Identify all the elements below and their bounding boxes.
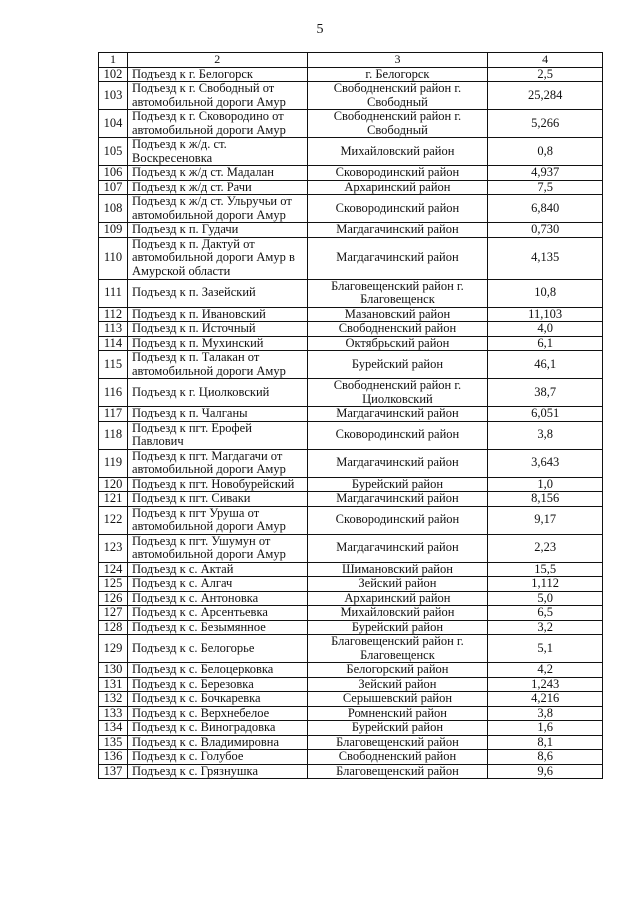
row-number: 109 bbox=[99, 223, 128, 238]
row-number: 132 bbox=[99, 692, 128, 707]
table-row bbox=[99, 764, 603, 779]
road-length: 25,284 bbox=[488, 82, 603, 110]
table-row bbox=[99, 180, 603, 195]
district-name: Магдагачинский район bbox=[307, 449, 488, 477]
road-length: 8,6 bbox=[488, 750, 603, 765]
road-name: Подъезд к с. Безымянное bbox=[127, 620, 307, 635]
district-name: Зейский район bbox=[307, 577, 488, 592]
row-number: 126 bbox=[99, 591, 128, 606]
road-length: 0,8 bbox=[488, 138, 603, 166]
road-length: 0,730 bbox=[488, 223, 603, 238]
road-name: Подъезд к с. Грязнушка bbox=[127, 764, 307, 779]
road-length: 6,051 bbox=[488, 407, 603, 422]
road-length: 8,156 bbox=[488, 492, 603, 507]
road-length: 3,8 bbox=[488, 421, 603, 449]
table-row bbox=[99, 322, 603, 337]
road-length: 1,243 bbox=[488, 677, 603, 692]
road-name: Подъезд к пгт. Магдагачи от автомобильной дороги Амур bbox=[127, 449, 307, 477]
district-name: Белогорский район bbox=[307, 663, 488, 678]
table-row bbox=[99, 620, 603, 635]
row-number: 114 bbox=[99, 336, 128, 351]
district-name: Мазановский район bbox=[307, 307, 488, 322]
row-number: 112 bbox=[99, 307, 128, 322]
road-name: Подъезд к пгт Уруша от автомобильной дороги Амур bbox=[127, 506, 307, 534]
header-col-3: 3 bbox=[307, 53, 488, 68]
row-number: 125 bbox=[99, 577, 128, 592]
row-number: 135 bbox=[99, 735, 128, 750]
road-name: Подъезд к с. Виноградовка bbox=[127, 721, 307, 736]
road-name: Подъезд к г. Свободный от автомобильной дороги Амур bbox=[127, 82, 307, 110]
district-name: Магдагачинский район bbox=[307, 223, 488, 238]
district-name: Бурейский район bbox=[307, 477, 488, 492]
table-row bbox=[99, 223, 603, 238]
road-name: Подъезд к г. Циолковский bbox=[127, 379, 307, 407]
district-name: Ромненский район bbox=[307, 706, 488, 721]
table-row bbox=[99, 706, 603, 721]
table-row bbox=[99, 635, 603, 663]
district-name: г. Белогорск bbox=[307, 67, 488, 82]
road-name: Подъезд к п. Гудачи bbox=[127, 223, 307, 238]
table-row bbox=[99, 110, 603, 138]
road-name: Подъезд к с. Алгач bbox=[127, 577, 307, 592]
road-length: 15,5 bbox=[488, 562, 603, 577]
table-row bbox=[99, 195, 603, 223]
district-name: Благовещенский район bbox=[307, 735, 488, 750]
road-length: 8,1 bbox=[488, 735, 603, 750]
road-name: Подъезд к ж/д ст. Мадалан bbox=[127, 166, 307, 181]
table-row bbox=[99, 336, 603, 351]
district-name: Михайловский район bbox=[307, 606, 488, 621]
table-header-row bbox=[99, 53, 603, 68]
row-number: 129 bbox=[99, 635, 128, 663]
road-name: Подъезд к п. Зазейский bbox=[127, 279, 307, 307]
row-number: 122 bbox=[99, 506, 128, 534]
road-length: 5,1 bbox=[488, 635, 603, 663]
table-row bbox=[99, 237, 603, 279]
road-length: 5,0 bbox=[488, 591, 603, 606]
row-number: 134 bbox=[99, 721, 128, 736]
district-name: Магдагачинский район bbox=[307, 237, 488, 279]
road-length: 5,266 bbox=[488, 110, 603, 138]
table-row bbox=[99, 67, 603, 82]
table-row bbox=[99, 534, 603, 562]
road-name: Подъезд к пгт. Новобурейский bbox=[127, 477, 307, 492]
road-length: 1,112 bbox=[488, 577, 603, 592]
district-name: Сковородинский район bbox=[307, 166, 488, 181]
row-number: 123 bbox=[99, 534, 128, 562]
district-name: Сковородинский район bbox=[307, 421, 488, 449]
table-body bbox=[99, 67, 603, 779]
table-row bbox=[99, 407, 603, 422]
header-col-1: 1 bbox=[99, 53, 128, 68]
row-number: 136 bbox=[99, 750, 128, 765]
roads-table bbox=[98, 52, 603, 779]
table-row bbox=[99, 677, 603, 692]
district-name: Свободненский район г. Свободный bbox=[307, 82, 488, 110]
road-length: 4,0 bbox=[488, 322, 603, 337]
row-number: 111 bbox=[99, 279, 128, 307]
row-number: 104 bbox=[99, 110, 128, 138]
table-row bbox=[99, 562, 603, 577]
table-row bbox=[99, 750, 603, 765]
page-number: 5 bbox=[316, 22, 324, 37]
district-name: Свободненский район г. Циолковский bbox=[307, 379, 488, 407]
table-row bbox=[99, 307, 603, 322]
district-name: Благовещенский район bbox=[307, 764, 488, 779]
road-name: Подъезд к г. Белогорск bbox=[127, 67, 307, 82]
district-name: Благовещенский район г. Благовещенск bbox=[307, 635, 488, 663]
row-number: 121 bbox=[99, 492, 128, 507]
road-length: 6,1 bbox=[488, 336, 603, 351]
road-length: 1,6 bbox=[488, 721, 603, 736]
road-length: 3,643 bbox=[488, 449, 603, 477]
road-length: 6,5 bbox=[488, 606, 603, 621]
district-name: Магдагачинский район bbox=[307, 492, 488, 507]
table-row bbox=[99, 606, 603, 621]
table-row bbox=[99, 351, 603, 379]
row-number: 137 bbox=[99, 764, 128, 779]
row-number: 108 bbox=[99, 195, 128, 223]
road-name: Подъезд к с. Арсентьевка bbox=[127, 606, 307, 621]
district-name: Архаринский район bbox=[307, 591, 488, 606]
road-name: Подъезд к с. Антоновка bbox=[127, 591, 307, 606]
road-name: Подъезд к г. Сковородино от автомобильной дороги Амур bbox=[127, 110, 307, 138]
district-name: Серышевский район bbox=[307, 692, 488, 707]
table-row bbox=[99, 721, 603, 736]
table-row bbox=[99, 449, 603, 477]
road-length: 7,5 bbox=[488, 180, 603, 195]
road-name: Подъезд к пгт. Ушумун от автомобильной дороги Амур bbox=[127, 534, 307, 562]
road-name: Подъезд к п. Ивановский bbox=[127, 307, 307, 322]
road-length: 4,216 bbox=[488, 692, 603, 707]
road-name: Подъезд к с. Березовка bbox=[127, 677, 307, 692]
row-number: 103 bbox=[99, 82, 128, 110]
road-name: Подъезд к п. Мухинский bbox=[127, 336, 307, 351]
row-number: 120 bbox=[99, 477, 128, 492]
road-length: 9,6 bbox=[488, 764, 603, 779]
road-name: Подъезд к пгт. Ерофей Павлович bbox=[127, 421, 307, 449]
road-length: 3,8 bbox=[488, 706, 603, 721]
road-length: 4,937 bbox=[488, 166, 603, 181]
row-number: 130 bbox=[99, 663, 128, 678]
row-number: 124 bbox=[99, 562, 128, 577]
table-row bbox=[99, 138, 603, 166]
district-name: Магдагачинский район bbox=[307, 407, 488, 422]
table-row bbox=[99, 577, 603, 592]
district-name: Магдагачинский район bbox=[307, 534, 488, 562]
row-number: 127 bbox=[99, 606, 128, 621]
table-row bbox=[99, 421, 603, 449]
district-name: Зейский район bbox=[307, 677, 488, 692]
row-number: 119 bbox=[99, 449, 128, 477]
table-row bbox=[99, 379, 603, 407]
row-number: 131 bbox=[99, 677, 128, 692]
district-name: Бурейский район bbox=[307, 620, 488, 635]
road-name: Подъезд к ж/д ст. Рачи bbox=[127, 180, 307, 195]
road-name: Подъезд к ж/д. ст. Воскресеновка bbox=[127, 138, 307, 166]
table-row bbox=[99, 477, 603, 492]
table-row bbox=[99, 279, 603, 307]
road-length: 2,23 bbox=[488, 534, 603, 562]
row-number: 113 bbox=[99, 322, 128, 337]
row-number: 110 bbox=[99, 237, 128, 279]
road-name: Подъезд к п. Чалганы bbox=[127, 407, 307, 422]
road-length: 38,7 bbox=[488, 379, 603, 407]
row-number: 102 bbox=[99, 67, 128, 82]
district-name: Шимановский район bbox=[307, 562, 488, 577]
district-name: Благовещенский район г. Благовещенск bbox=[307, 279, 488, 307]
district-name: Бурейский район bbox=[307, 721, 488, 736]
row-number: 116 bbox=[99, 379, 128, 407]
road-name: Подъезд к с. Верхнебелое bbox=[127, 706, 307, 721]
road-name: Подъезд к ж/д ст. Ульручьи от автомобильной дороги Амур bbox=[127, 195, 307, 223]
district-name: Октябрьский район bbox=[307, 336, 488, 351]
district-name: Свободненский район bbox=[307, 322, 488, 337]
road-name: Подъезд к с. Актай bbox=[127, 562, 307, 577]
district-name: Архаринский район bbox=[307, 180, 488, 195]
table-row bbox=[99, 492, 603, 507]
table-row bbox=[99, 735, 603, 750]
road-name: Подъезд к п. Источный bbox=[127, 322, 307, 337]
table-row bbox=[99, 82, 603, 110]
road-name: Подъезд к с. Голубое bbox=[127, 750, 307, 765]
header-col-4: 4 bbox=[488, 53, 603, 68]
road-length: 9,17 bbox=[488, 506, 603, 534]
district-name: Сковородинский район bbox=[307, 506, 488, 534]
district-name: Михайловский район bbox=[307, 138, 488, 166]
row-number: 115 bbox=[99, 351, 128, 379]
row-number: 105 bbox=[99, 138, 128, 166]
row-number: 128 bbox=[99, 620, 128, 635]
road-name: Подъезд к с. Белоцерковка bbox=[127, 663, 307, 678]
row-number: 106 bbox=[99, 166, 128, 181]
row-number: 107 bbox=[99, 180, 128, 195]
table-row bbox=[99, 506, 603, 534]
district-name: Свободненский район г. Свободный bbox=[307, 110, 488, 138]
road-length: 4,2 bbox=[488, 663, 603, 678]
table-row bbox=[99, 166, 603, 181]
road-name: Подъезд к с. Владимировна bbox=[127, 735, 307, 750]
district-name: Бурейский район bbox=[307, 351, 488, 379]
row-number: 117 bbox=[99, 407, 128, 422]
road-length: 1,0 bbox=[488, 477, 603, 492]
row-number: 133 bbox=[99, 706, 128, 721]
road-length: 46,1 bbox=[488, 351, 603, 379]
road-length: 6,840 bbox=[488, 195, 603, 223]
road-name: Подъезд к с. Белогорье bbox=[127, 635, 307, 663]
road-name: Подъезд к п. Дактуй от автомобильной дороги Амур в Амурской области bbox=[127, 237, 307, 279]
road-name: Подъезд к пгт. Сиваки bbox=[127, 492, 307, 507]
road-length: 11,103 bbox=[488, 307, 603, 322]
road-length: 3,2 bbox=[488, 620, 603, 635]
table-row bbox=[99, 663, 603, 678]
table-row bbox=[99, 692, 603, 707]
road-length: 2,5 bbox=[488, 67, 603, 82]
road-name: Подъезд к п. Талакан от автомобильной дороги Амур bbox=[127, 351, 307, 379]
header-col-2: 2 bbox=[127, 53, 307, 68]
row-number: 118 bbox=[99, 421, 128, 449]
district-name: Свободненский район bbox=[307, 750, 488, 765]
road-length: 10,8 bbox=[488, 279, 603, 307]
district-name: Сковородинский район bbox=[307, 195, 488, 223]
road-length: 4,135 bbox=[488, 237, 603, 279]
road-name: Подъезд к с. Бочкаревка bbox=[127, 692, 307, 707]
table-row bbox=[99, 591, 603, 606]
